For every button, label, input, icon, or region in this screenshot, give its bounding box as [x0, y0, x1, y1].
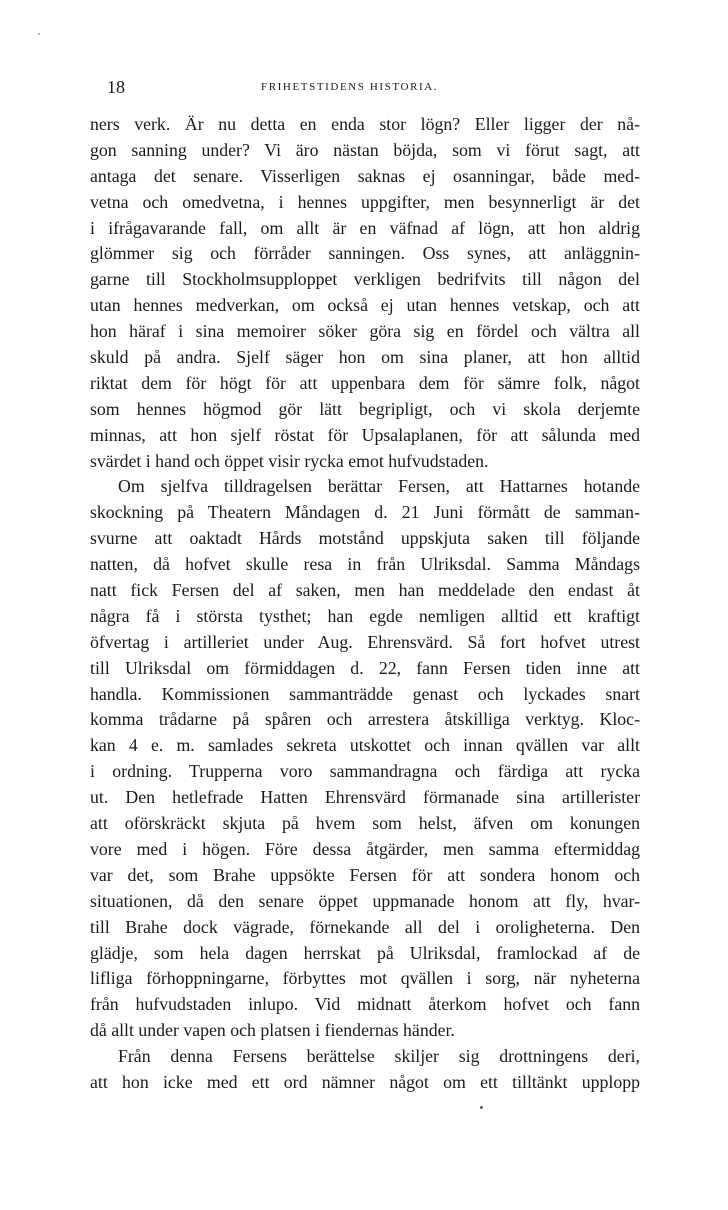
- text-line: att hon icke med ett ord nämner något om ett tilltänkt upplopp: [90, 1071, 640, 1092]
- text-line: minnas, att hon sjelf röstat för Upsalaplanen, för att sålunda med: [90, 424, 640, 445]
- text-line: glömmer sig och förråder sanningen. Oss synes, att anläggnin-: [90, 243, 640, 264]
- text-line: gon sanning under? Vi äro nästan böjda, som vi förut sagt, att: [90, 139, 640, 160]
- text-line: till Ulriksdal om förmiddagen d. 22, fann Fersen tiden inne att: [90, 657, 640, 678]
- text-line: hon häraf i sina memoirer söker göra sig en fördel och vältra all: [90, 321, 640, 342]
- body-text: [90, 112, 640, 1096]
- paper-speck: [38, 33, 40, 35]
- text-line: då allt under vapen och platsen i fiendernas händer.: [90, 1020, 455, 1041]
- text-line: handla. Kommissionen sammanträdde genast och lyckades snart: [90, 683, 640, 704]
- text-line: natt fick Fersen del af saken, men han meddelade den endast åt: [90, 580, 640, 601]
- text-line: skuld på andra. Sjelf säger hon om sina planer, att hon alltid: [90, 347, 640, 368]
- text-line: som hennes högmod gör lätt begripligt, och vi skola derjemte: [90, 398, 640, 419]
- text-line: var det, som Brahe uppsökte Fersen för att sondera honom och: [90, 864, 640, 885]
- text-line: glädje, som hela dagen herrskat på Ulriksdal, framlockad af de: [90, 942, 640, 963]
- text-line: ut. Den hetlefrade Hatten Ehrensvärd förmanade sina artillerister: [90, 787, 640, 808]
- paper-speck: [480, 1106, 483, 1109]
- page-number: 18: [107, 77, 125, 97]
- page-header: [0, 76, 728, 98]
- text-line: lifliga förhoppningarne, förbyttes mot qvällen i sorg, när nyheterna: [90, 968, 640, 989]
- text-line: situationen, då den senare öppet uppmanade honom att fly, hvar-: [90, 890, 640, 911]
- paragraph: [90, 112, 640, 474]
- text-line: vetna och omedvetna, i hennes uppgifter, men besynnerligt är det: [90, 191, 640, 212]
- text-line: svurne att oaktadt Hårds motstånd uppskjuta saken till följande: [90, 528, 640, 549]
- text-line: till Brahe dock vägrade, förnekande all del i oroligheterna. Den: [90, 916, 640, 937]
- text-line: kan 4 e. m. samlades sekreta utskottet och innan qvällen var allt: [90, 735, 640, 756]
- text-line: Från denna Fersens berättelse skiljer sig drottningens deri,: [118, 1046, 640, 1067]
- paragraph: [90, 474, 640, 1044]
- text-line: från hufvudstaden inlupo. Vid midnatt återkom hofvet och fann: [90, 994, 640, 1015]
- text-line: att oförskräckt skjuta på hvem som helst, äfven om konungen: [90, 813, 640, 834]
- paragraph: [90, 1044, 640, 1096]
- text-line: i ifrågavarande fall, om allt är en väfnad af lögn, att hon aldrig: [90, 217, 640, 238]
- text-line: i ordning. Trupperna voro sammandragna och färdiga att rycka: [90, 761, 640, 782]
- text-line: några få i största tysthet; han egde nemligen alltid ett kraftigt: [90, 605, 640, 626]
- text-line: riktat dem för högt för att uppenbara dem för sämre folk, något: [90, 372, 640, 393]
- text-line: antaga det senare. Visserligen saknas ej osanningar, både med-: [90, 165, 640, 186]
- text-line: komma trådarne på spåren och arrestera åtskilliga verktyg. Kloc-: [90, 709, 640, 730]
- text-line: skockning på Theatern Måndagen d. 21 Juni förmått de samman-: [90, 502, 640, 523]
- text-line: svärdet i hand och öppet visir rycka emot hufvudstaden.: [90, 450, 489, 471]
- text-line: garne till Stockholmsupploppet verkligen bedrifvits till någon del: [90, 269, 640, 290]
- text-line: Om sjelfva tilldragelsen berättar Fersen, att Hattarnes hotande: [118, 476, 640, 497]
- running-title: FRIHETSTIDENS HISTORIA.: [261, 81, 439, 93]
- text-line: utan hennes medverkan, om också ej utan hennes vetskap, och att: [90, 295, 640, 316]
- text-line: ners verk. Är nu detta en enda stor lögn? Eller ligger der nå-: [90, 114, 640, 134]
- text-line: vore med i högen. Före dessa åtgärder, men samma eftermiddag: [90, 838, 640, 859]
- text-line: natten, då hofvet skulle resa in från Ulriksdal. Samma Måndags: [90, 554, 640, 575]
- text-line: öfvertag i artilleriet under Aug. Ehrensvärd. Så fort hofvet utrest: [90, 631, 640, 652]
